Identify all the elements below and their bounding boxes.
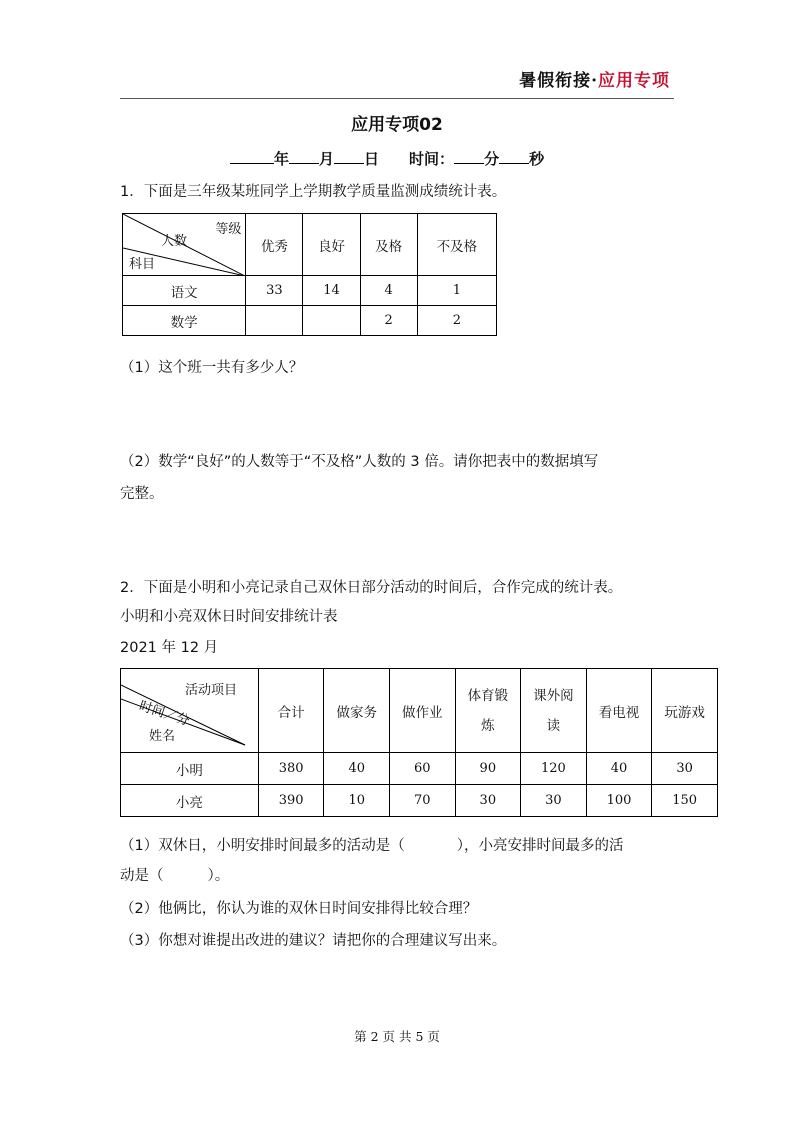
q2-cell: 70 (390, 785, 456, 817)
q2-cell: 100 (586, 785, 652, 817)
q1-cell: 4 (360, 276, 417, 306)
q2-time-table (120, 668, 718, 817)
q2-row-label: 小亮 (121, 785, 259, 817)
q2-stem: 2．下面是小明和小亮记录自己双休日部分活动的时间后，合作完成的统计表。 (120, 580, 623, 596)
q1-cell: 14 (303, 276, 360, 306)
q1-sub2-line1: （2）数学“良好”的人数等于“不及格”人数的 3 倍。请你把表中的数据填写 (120, 454, 599, 470)
q1-col-header: 优秀 (246, 214, 303, 276)
q2-col-header: 做作业 (390, 669, 456, 753)
month-blank[interactable] (289, 149, 319, 164)
q2-cell: 380 (258, 753, 324, 785)
q1-cell: 33 (246, 276, 303, 306)
header-rule (120, 98, 674, 99)
q2-cell: 30 (455, 785, 521, 817)
q2-col-header: 合计 (258, 669, 324, 753)
series-topic: 应用专项 (598, 71, 670, 91)
q2-cell: 30 (652, 753, 718, 785)
q1-col-header: 及格 (360, 214, 417, 276)
q1-col-header: 不及格 (417, 214, 496, 276)
second-label: 秒 (529, 150, 545, 168)
q1-col-header: 良好 (303, 214, 360, 276)
q2-cell: 10 (324, 785, 390, 817)
q2-corner-top: 活动项目 (185, 683, 238, 698)
q1-cell: 2 (417, 306, 496, 336)
q1-cell: 1 (417, 276, 496, 306)
time-label: 时间： (409, 150, 455, 168)
q2-col-header: 课外阅 读 (521, 669, 587, 753)
q2-cell: 150 (652, 785, 718, 817)
q2-cell: 60 (390, 753, 456, 785)
q2-corner-bottom: 姓名 (149, 729, 176, 744)
table-row (123, 276, 497, 306)
year-blank[interactable] (230, 149, 274, 164)
q2-cell: 40 (586, 753, 652, 785)
q1-sub2-line2: 完整。 (120, 486, 164, 502)
q2-table-date: 2021 年 12 月 (120, 640, 219, 656)
q2-corner-mid: 时间／分 (137, 698, 192, 730)
q1-cell: 2 (360, 306, 417, 336)
q2-col-header: 玩游戏 (652, 669, 718, 753)
q1-cell-blank[interactable] (246, 306, 303, 336)
q1-row-label: 语文 (123, 276, 246, 306)
q2-col-header: 做家务 (324, 669, 390, 753)
q2-cell: 390 (258, 785, 324, 817)
table-row (121, 785, 718, 817)
minute-label: 分 (484, 150, 500, 168)
page-title: 应用专项02 (351, 115, 443, 135)
q1-cell-blank[interactable] (303, 306, 360, 336)
series-header (519, 66, 670, 91)
q2-corner-cell (121, 669, 259, 753)
month-label: 月 (319, 150, 335, 168)
q1-stem: 1．下面是三年级某班同学上学期教学质量监测成绩统计表。 (120, 184, 507, 200)
q1-sub1: （1）这个班一共有多少人？ (120, 360, 304, 376)
q2-cell: 90 (455, 753, 521, 785)
second-blank[interactable] (499, 149, 529, 164)
q2-cell: 40 (324, 753, 390, 785)
series-prefix: 暑假衔接· (519, 71, 598, 91)
q2-sub1-line2: 动是（ ）。 (120, 868, 230, 884)
table-row (121, 753, 718, 785)
q1-corner-mid: 人数 (161, 234, 188, 249)
q2-sub3: （3）你想对谁提出改进的建议？请把你的合理建议写出来。 (120, 933, 507, 949)
q2-cell: 30 (521, 785, 587, 817)
q2-col-header: 看电视 (586, 669, 652, 753)
q2-col-header: 体育锻 炼 (455, 669, 521, 753)
q1-corner-bottom: 科目 (129, 257, 156, 272)
q1-score-table (122, 213, 497, 336)
table-row (123, 306, 497, 336)
page-footer: 第 2 页 共 5 页 (354, 1029, 440, 1044)
q2-sub1-line1: （1）双休日，小明安排时间最多的活动是（ ），小亮安排时间最多的活 (120, 838, 624, 854)
q1-corner-cell (123, 214, 246, 276)
minute-blank[interactable] (454, 149, 484, 164)
date-line (230, 148, 544, 169)
year-label: 年 (274, 150, 290, 168)
q1-row-label: 数学 (123, 306, 246, 336)
day-blank[interactable] (334, 149, 364, 164)
q2-cell: 120 (521, 753, 587, 785)
q2-sub2: （2）他俩比，你认为谁的双休日时间安排得比较合理？ (120, 901, 478, 917)
q2-row-label: 小明 (121, 753, 259, 785)
day-label: 日 (364, 150, 380, 168)
q1-corner-top: 等级 (215, 222, 242, 237)
q2-table-title: 小明和小亮双休日时间安排统计表 (120, 609, 338, 625)
